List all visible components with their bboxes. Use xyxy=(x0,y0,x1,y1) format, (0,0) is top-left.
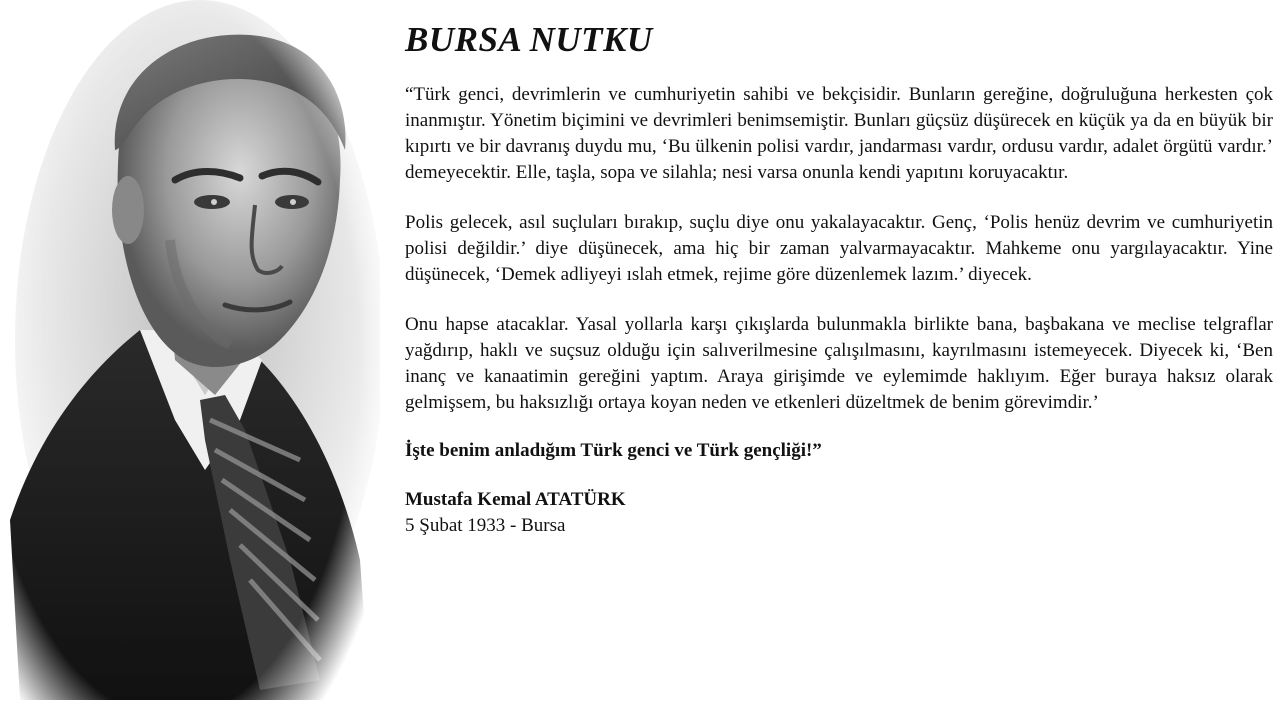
portrait-icon xyxy=(0,0,380,720)
speech-paragraph-3: Onu hapse atacaklar. Yasal yollarla karşı çıkışlarda bulunmakla birlikte bana, başbakana ve meclise telgraflar yağdırıp, haklı ve suçsuz olduğu için salıverilmesine çalışılmasını, kayrılmasını istemeyecek. Diyecek ki, ‘Ben inanç ve kanaatimin gereğini yaptım. Araya girişimde ve eylemimde haklıyım. Eğer buraya haksız olarak gelmişsem, bu haksızlığı ortaya koyan neden ve etkenleri düzeltmek de benim görevimdir.’ xyxy=(405,314,1273,413)
speech-text-column xyxy=(405,18,1273,540)
speech-paragraph-2: Polis gelecek, asıl suçluları bırakıp, suçlu diye onu yakalayacaktır. Genç, ‘Polis henüz devrim ve cumhuriyetin polisi değildir.’ diye düşünecek, ama hiç bir zaman yalvarmayacaktır. Mahkeme onu yargılayacaktır. Yine düşünecek, ‘Demek adliyeyi ıslah etmek, rejime göre düzenlemek lazım.’ diyecek. xyxy=(405,212,1273,285)
date-place: 5 Şubat 1933 - Bursa xyxy=(405,515,566,536)
portrait-photo xyxy=(0,0,380,720)
author-name: Mustafa Kemal ATATÜRK xyxy=(405,489,626,510)
document-title: BURSA NUTKU xyxy=(405,20,653,59)
speech-paragraph-1: “Türk genci, devrimlerin ve cumhuriyetin sahibi ve bekçisidir. Bunların gereğine, doğruluğuna herkesten çok inanmıştır. Yönetim biçimini ve devrimleri benimsemiştir. Bunları güçsüz düşürecek en küçük ya da en büyük bir kıpırtı ve bir davranış duydu mu, ‘Bu ülkenin polisi vardır, jandarması vardır, ordusu vardır, adalet örgütü vardır.’ demeyecektir. Elle, taşla, sopa ve silahla; nesi varsa onunla kendi yapıtını koruyacaktır. xyxy=(405,84,1273,183)
speech-closing-line: İşte benim anladığım Türk genci ve Türk gençliği!” xyxy=(405,440,822,461)
